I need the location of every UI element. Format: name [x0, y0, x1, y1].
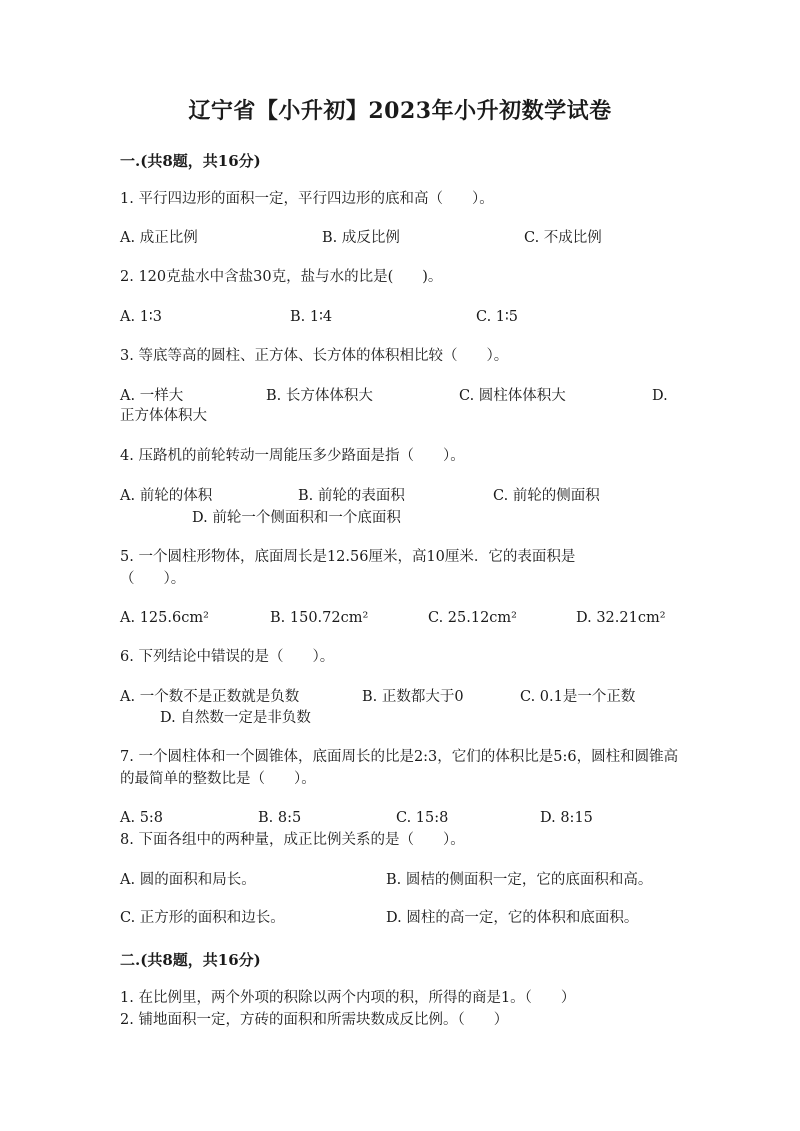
- section-1-heading: 一.(共8题，共16分): [120, 152, 261, 170]
- section-2-heading: 二.(共8题，共16分): [120, 951, 261, 969]
- question-2: 2. 120克盐水中含盐30克，盐与水的比是( )。: [120, 269, 443, 285]
- q4-option-d: D. 前轮一个侧面积和一个底面积: [192, 510, 401, 526]
- question-5: 5. 一个圆柱形物体，底面周长是12.56厘米，高10厘米．它的表面积是（ ）。: [120, 549, 576, 587]
- q6-option-b: B. 正数都大于0: [362, 689, 464, 705]
- q2-option-b: B. 1∶4: [290, 309, 333, 325]
- q3-option-d-text: 正方体体积大: [120, 408, 207, 424]
- exam-title: 辽宁省【小升初】2023年小升初数学试卷: [188, 98, 612, 124]
- question-3: 3. 等底等高的圆柱、正方体、长方体的体积相比较（ ）。: [120, 348, 509, 364]
- q1-option-b: B. 成反比例: [322, 230, 400, 246]
- q5-option-d: D. 32.21cm²: [576, 610, 666, 626]
- q6-option-d: D. 自然数一定是非负数: [160, 710, 311, 726]
- q5-option-c: C. 25.12cm²: [428, 610, 517, 626]
- q6-option-c: C. 0.1是一个正数: [520, 689, 636, 705]
- q4-option-a: A. 前轮的体积: [120, 488, 213, 504]
- q4-option-c: C. 前轮的侧面积: [493, 488, 600, 504]
- q2-option-a: A. 1∶3: [120, 309, 162, 325]
- q5-option-a: A. 125.6cm²: [120, 610, 209, 626]
- q7-option-b: B. 8:5: [258, 810, 302, 826]
- question-1: 1. 平行四边形的面积一定，平行四边形的底和高（ ）。: [120, 191, 494, 207]
- q4-option-b: B. 前轮的表面积: [298, 488, 405, 504]
- q1-option-c: C. 不成比例: [524, 230, 602, 246]
- q6-option-a: A. 一个数不是正数就是负数: [120, 689, 300, 705]
- question-4: 4. 压路机的前轮转动一周能压多少路面是指（ ）。: [120, 448, 465, 464]
- q8-option-c: C. 正方形的面积和边长。: [120, 910, 285, 926]
- q3-option-a: A. 一样大: [120, 388, 184, 404]
- question-6: 6. 下列结论中错误的是（ ）。: [120, 649, 335, 665]
- judgment-2: 2. 铺地面积一定，方砖的面积和所需块数成反比例。（ ）: [120, 1012, 509, 1028]
- q7-option-c: C. 15:8: [396, 810, 449, 826]
- q8-option-b: B. 圆桔的侧面积一定，它的底面积和高。: [386, 872, 653, 888]
- q3-option-c: C. 圆柱体体积大: [459, 388, 566, 404]
- q1-option-a: A. 成正比例: [120, 230, 198, 246]
- q5-option-b: B. 150.72cm²: [270, 610, 369, 626]
- q8-option-a: A. 圆的面积和局长。: [120, 872, 256, 888]
- q7-option-d: D. 8:15: [540, 810, 593, 826]
- question-8: 8. 下面各组中的两种量，成正比例关系的是（ ）。: [120, 832, 465, 848]
- q8-option-d: D. 圆柱的高一定，它的体积和底面积。: [386, 910, 639, 926]
- q3-option-b: B. 长方体体积大: [266, 388, 373, 404]
- judgment-1: 1. 在比例里，两个外项的积除以两个内项的积，所得的商是1。（ ）: [120, 990, 576, 1006]
- q3-option-d-label: D.: [652, 388, 668, 404]
- question-7: 7. 一个圆柱体和一个圆锥体，底面周长的比是2:3，它们的体积比是5:6，圆柱和圆锥高的最简单的整数比是（ ）。: [120, 749, 679, 787]
- q7-option-a: A. 5:8: [120, 810, 164, 826]
- q2-option-c: C. 1∶5: [476, 309, 519, 325]
